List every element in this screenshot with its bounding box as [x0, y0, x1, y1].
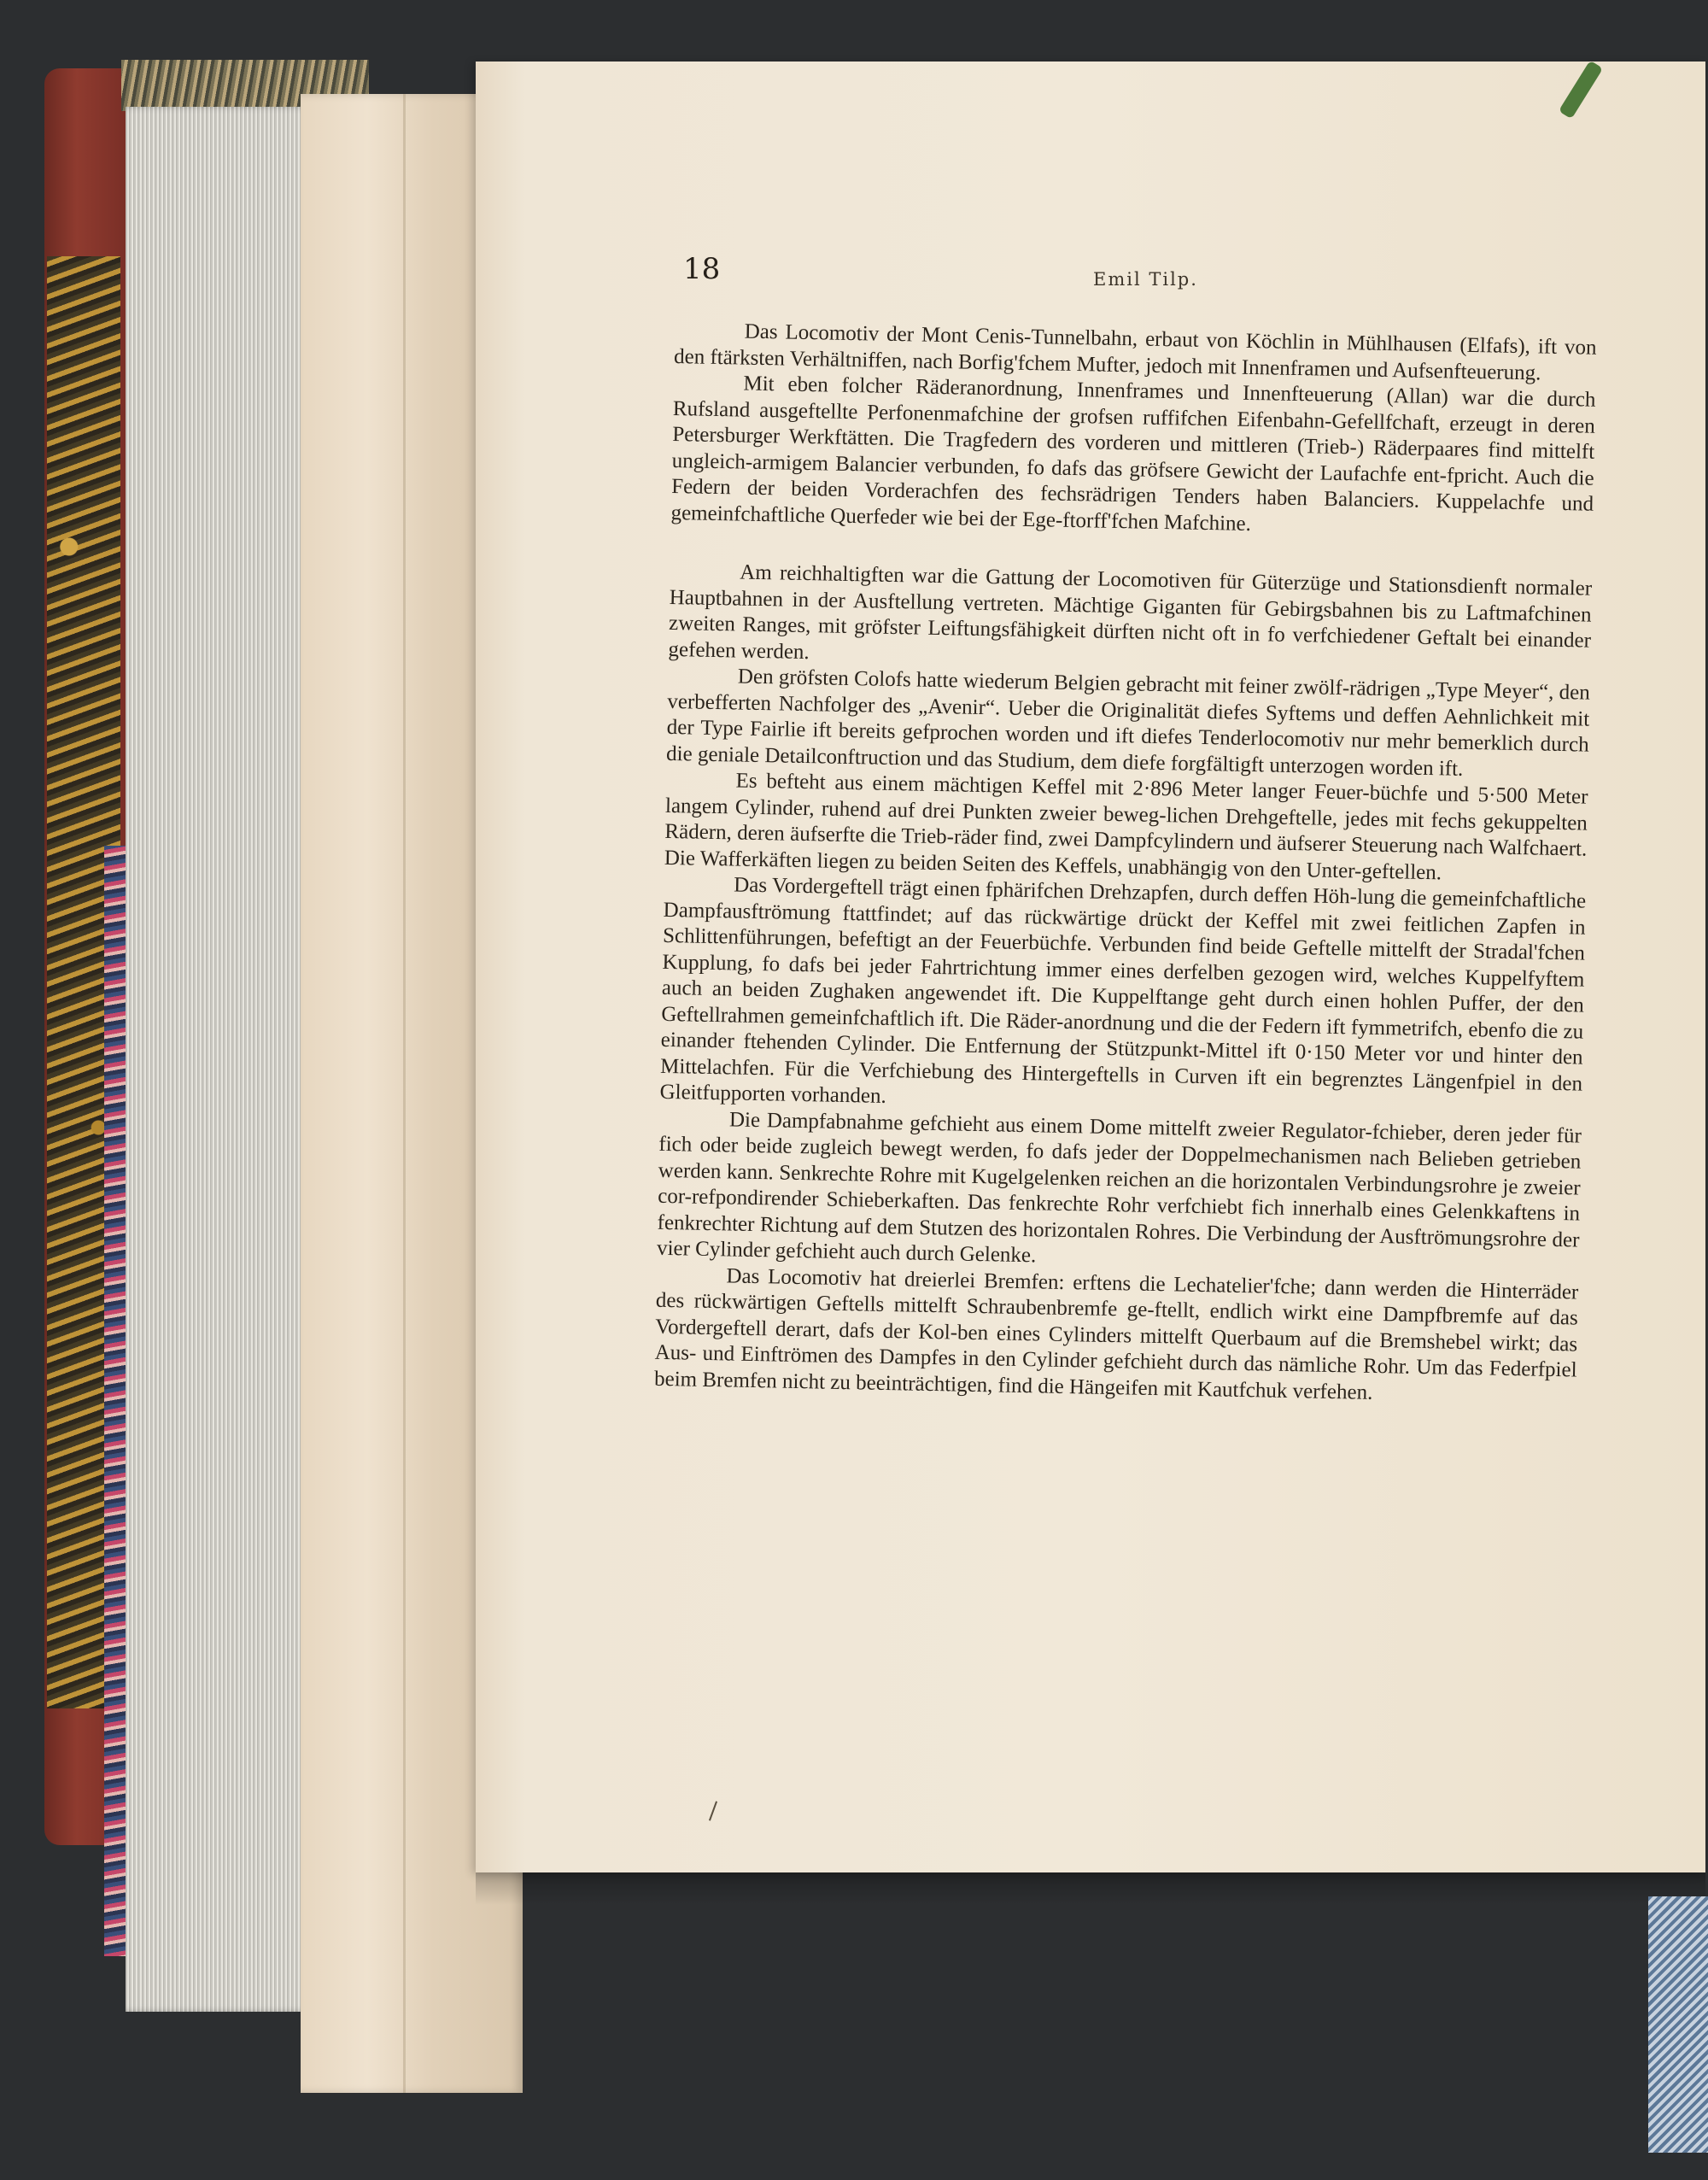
- paragraph: Mit eben folcher Räderanordnung, Innenframes und Innenfteuerung (Allan) war die durch Rufsland ausgeftellte Perfonenmafchine der grofsen ruffifchen Eifenbahn-Gefellfchaft, erzeugt in deren Petersburger Werkftätten. Die Tragfedern des vorderen und mittleren (Trieb-) Räderpaares find mittelft ungleich-armigem Balancier verbunden, fo dafs das gröfsere Gewicht der Laufachfe ent-fpricht. Auch die Federn der beiden Vorderachfen des fechsrädrigen Tenders haben Balanciers. Kuppelachfe und gemeinfchaftliche Querfeder wie bei der Ege-ftorff'fchen Mafchine.: [670, 372, 1596, 536]
- paragraph: Den gröfsten Colofs hatte wiederum Belgien gebracht mit feiner zwölf-rädrigen „Type Meyer“, den verbefferten Nachfolger des „Avenir“. Ueber die Originalität diefes Syftems und deffen Aehnlichkeit mit der Type Fairlie ift bereits gefprochen worden und ift diefes Tenderlocomotiv nur mehr bemerklich durch die geniale Detailconftruction und das Studium, dem diefe forgfältigft unterzogen worden ift.: [665, 665, 1591, 781]
- paragraph: Es befteht aus einem mächtigen Keffel mit 2·896 Meter langer Feuer-büchfe und 5·500 Meter langem Cylinder, ruhend auf drei Punkten zweier beweg-lichen Drehgeftelle, jedes mit fechs gekuppelten Rädern, deren äufserfte die Trieb-räder find, zwei Dampfcylindern und äufserer Steuerung nach Walfchaert. Die Wafferkäften liegen zu beiden Seiten des Keffels, unabhängig von den Unter-geftellen.: [664, 769, 1588, 884]
- blue-marbled-edge: [1648, 1896, 1708, 2153]
- running-head: Emil Tilp.: [1093, 269, 1198, 290]
- paragraph: Am reichhaltigften war die Gattung der Locomotiven für Güterzüge und Stationsdienft normaler Hauptbahnen in der Ausftellung vertreten. Mächtige Giganten für Gebirgsbahnen bis zu Laftmafchinen zweiten Ranges, mit gröfster Leiftungsfähigkeit dürften nicht oft in fo verfchiedener Geftalt bei einander gefehen werden.: [668, 560, 1593, 664]
- paragraph: Das Locomotiv der Mont Cenis-Tunnelbahn, erbaut von Köchlin in Mühlhausen (Elfafs), ift von den ftärksten Verhältniffen, nach Borfig'fchem Mufter, jedoch mit Innenframen und Aufsenfteuerung.: [673, 319, 1597, 384]
- body-text: [654, 318, 1597, 1410]
- page-shadow: [476, 1871, 1705, 1905]
- paragraph: Das Vordergeftell trägt einen fphärifchen Drehzapfen, durch deffen Höh-lung die gemeinfchaftliche Dampfausftrömung ftattfindet; auf das rückwärtige drückt der Keffel mit zwei feitlichen Zapfen in Schlittenführungen, befeftigt an der Feuerbüchfe. Verbunden find beide Geftelle mittelft der Stradal'fchen Kupplung, fo dafs bei jeder Fahrtrichtung immer eines derfelben gezogen wird, welches Kuppelfyftem auch an beiden Zughaken angewendet ift. Die Kuppelftange geht durch einen hohlen Puffer, der den Geftellrahmen gemeinfchaftlich ift. Die Räder-anordnung und die der Federn ift fymmetrifch, ebenfo die zu einander ftehenden Cylinder. Die Entfernung der Stützpunkt-Mittel ift 0·150 Meter vor und hinter den Mittelachfen. Für die Verfchiebung des Hintergeftells in Curven ift ein begrenztes Längenfpiel in den Gleitfupporten vorhanden.: [659, 873, 1587, 1108]
- page-number: 18: [683, 252, 721, 286]
- page-fore-edge: [126, 107, 318, 2012]
- paragraph: Die Dampfabnahme gefchieht aus einem Dome mittelft zweier Regulator-fchieber, deren jeder für fich oder beide zugleich bewegt werden, fo dafs jeder der Doppelmechanismen nach Belieben getrieben werden kann. Senkrechte Rohre mit Kugelgelenken reichen an die horizontalen Verbindungsrohre je zweier cor-refpondirender Schieberkaften. Das fenkrechte Rohr verfchiebt fich innerhalb eines Gelenkkaftens in fenkrechter Richtung auf dem Stutzen des horizontalen Rohres. Die Verbindung der Ausftrömungsrohre der vier Cylinder gefchieht auch durch Gelenke.: [656, 1107, 1582, 1268]
- paragraph: Das Locomotiv hat dreierlei Bremfen: erftens die Lechatelier'fche; dann werden die Hinterräder des rückwärtigen Geftells mittelft Schraubenbremfe ge-ftellt, endlich wirkt eine Dampfbremfe auf das Vordergeftell derart, dafs der Kol-ben eines Cylinders mittelft Querbaum auf die Bremshebel wirkt; das Aus- und Einftrömen des Dampfes in den Cylinder gefchieht durch das nämliche Rohr. Um das Federfpiel beim Bremfen nicht zu beeinträchtigen, find die Hängeifen mit Kautfchuk verfehen.: [653, 1263, 1579, 1404]
